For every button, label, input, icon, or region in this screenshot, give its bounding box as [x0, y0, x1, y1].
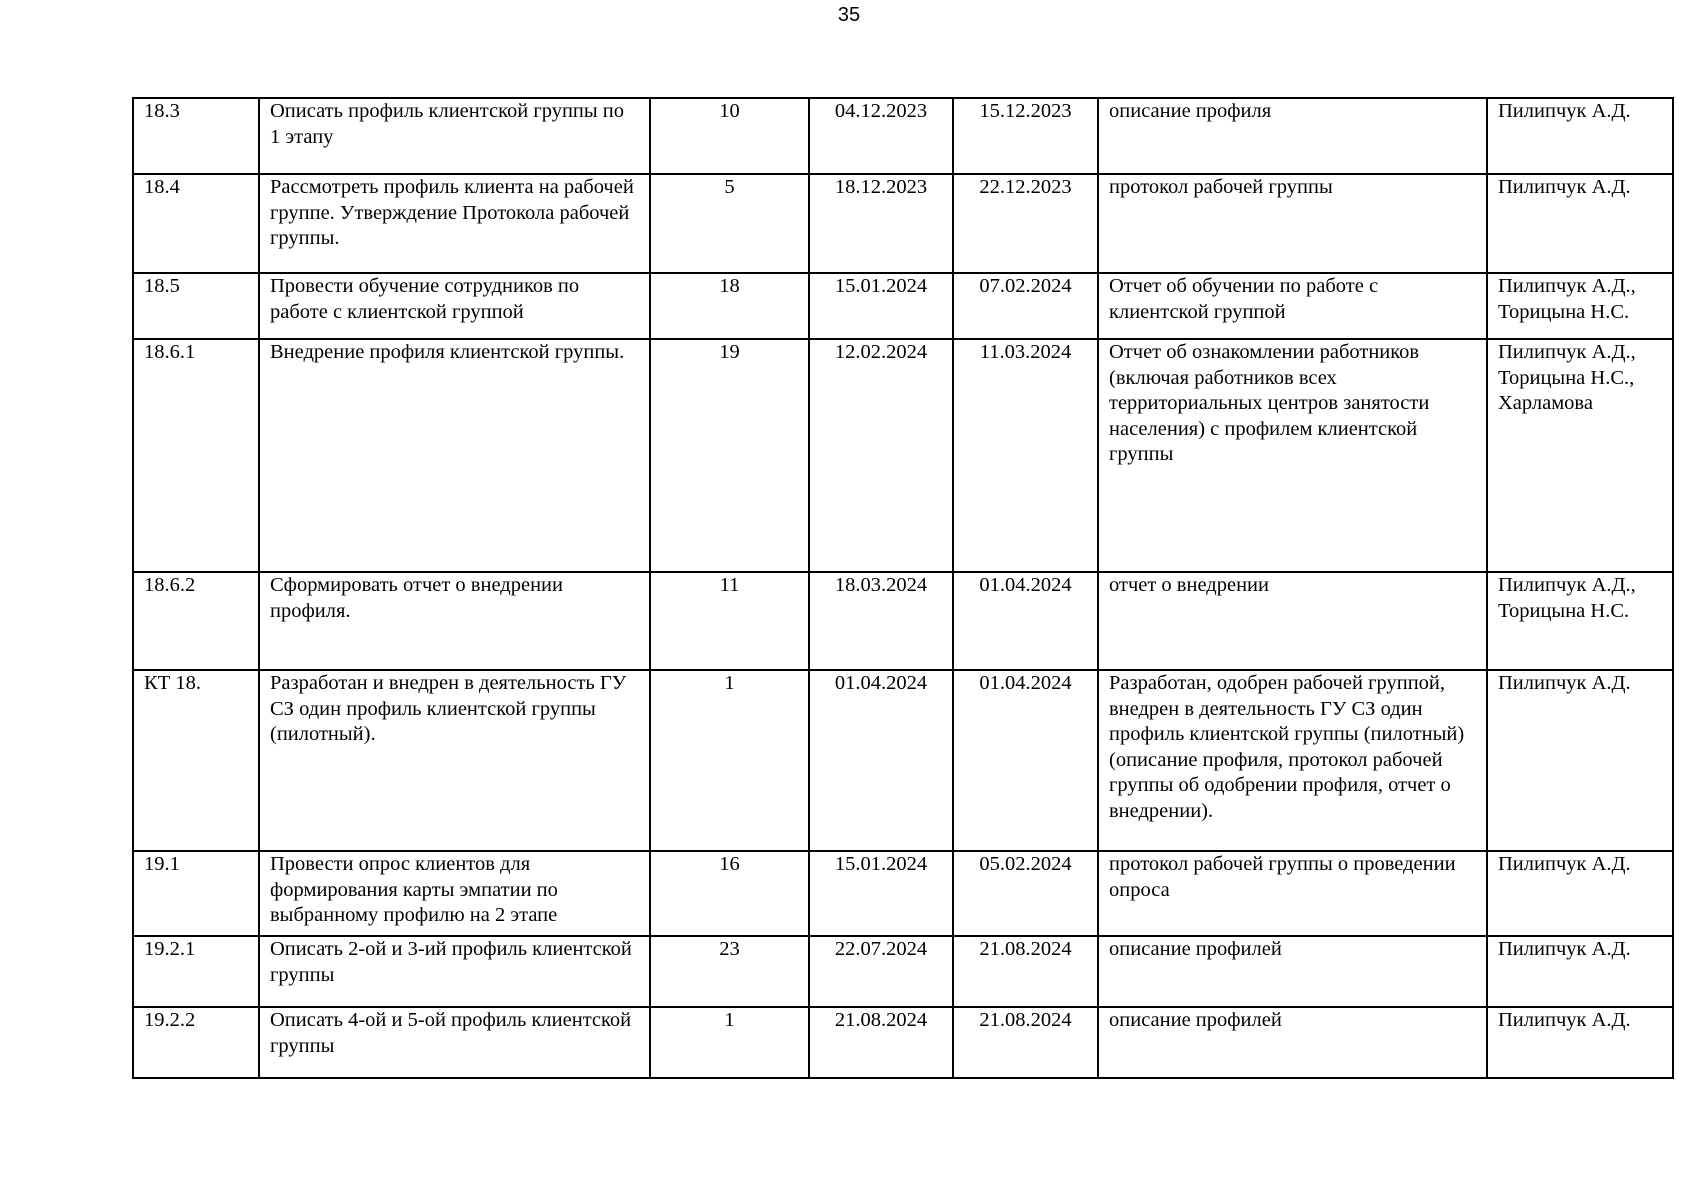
end-date-cell: 22.12.2023: [953, 174, 1098, 273]
result-cell: протокол рабочей группы: [1098, 174, 1487, 273]
duration-cell: 5: [650, 174, 809, 273]
responsible-cell: Пилипчук А.Д.: [1487, 670, 1673, 851]
end-date-cell: 11.03.2024: [953, 339, 1098, 572]
table-row: [133, 174, 1673, 273]
start-date-cell: 18.12.2023: [809, 174, 953, 273]
end-date-cell: 15.12.2023: [953, 98, 1098, 174]
table-row: [133, 670, 1673, 851]
row-number: 19.1: [133, 851, 259, 936]
responsible-cell: Пилипчук А.Д.: [1487, 1007, 1673, 1078]
duration-cell: 1: [650, 670, 809, 851]
task-cell: Провести опрос клиентов для формирования карты эмпатии по выбранному профилю на 2 этапе: [259, 851, 650, 936]
table-row: [133, 339, 1673, 572]
task-cell: Описать 4-ой и 5-ой профиль клиентской группы: [259, 1007, 650, 1078]
end-date-cell: 05.02.2024: [953, 851, 1098, 936]
task-cell: Внедрение профиля клиентской группы.: [259, 339, 650, 572]
result-cell: Отчет об ознакомлении работников (включая работников всех территориальных центров занятости населения) с профилем клиентской группы: [1098, 339, 1487, 572]
responsible-cell: Пилипчук А.Д.: [1487, 851, 1673, 936]
duration-cell: 19: [650, 339, 809, 572]
duration-cell: 10: [650, 98, 809, 174]
task-cell: Рассмотреть профиль клиента на рабочей группе. Утверждение Протокола рабочей группы.: [259, 174, 650, 273]
start-date-cell: 15.01.2024: [809, 273, 953, 339]
row-number: 18.3: [133, 98, 259, 174]
start-date-cell: 12.02.2024: [809, 339, 953, 572]
responsible-cell: Пилипчук А.Д.: [1487, 174, 1673, 273]
task-cell: Провести обучение сотрудников по работе с клиентской группой: [259, 273, 650, 339]
end-date-cell: 07.02.2024: [953, 273, 1098, 339]
row-number: 18.6.1: [133, 339, 259, 572]
responsible-cell: Пилипчук А.Д.: [1487, 936, 1673, 1007]
result-cell: протокол рабочей группы о проведении опроса: [1098, 851, 1487, 936]
row-number: 18.4: [133, 174, 259, 273]
end-date-cell: 01.04.2024: [953, 572, 1098, 670]
row-number: 19.2.2: [133, 1007, 259, 1078]
start-date-cell: 01.04.2024: [809, 670, 953, 851]
start-date-cell: 21.08.2024: [809, 1007, 953, 1078]
end-date-cell: 21.08.2024: [953, 936, 1098, 1007]
responsible-cell: Пилипчук А.Д., Торицына Н.С.: [1487, 273, 1673, 339]
row-number: 18.5: [133, 273, 259, 339]
result-cell: Разработан, одобрен рабочей группой, внедрен в деятельность ГУ СЗ один профиль клиентской группы (пилотный) (описание профиля, протокол рабочей группы об одобрении профиля, отчет о внедрении).: [1098, 670, 1487, 851]
start-date-cell: 18.03.2024: [809, 572, 953, 670]
result-cell: Отчет об обучении по работе с клиентской группой: [1098, 273, 1487, 339]
plan-table: [132, 97, 1674, 1079]
task-cell: Разработан и внедрен в деятельность ГУ СЗ один профиль клиентской группы (пилотный).: [259, 670, 650, 851]
responsible-cell: Пилипчук А.Д., Торицына Н.С., Харламова: [1487, 339, 1673, 572]
result-cell: отчет о внедрении: [1098, 572, 1487, 670]
result-cell: описание профиля: [1098, 98, 1487, 174]
row-number: 18.6.2: [133, 572, 259, 670]
table-row: [133, 851, 1673, 936]
responsible-cell: Пилипчук А.Д., Торицына Н.С.: [1487, 572, 1673, 670]
task-cell: Описать 2-ой и 3-ий профиль клиентской группы: [259, 936, 650, 1007]
duration-cell: 23: [650, 936, 809, 1007]
duration-cell: 18: [650, 273, 809, 339]
page-number: 35: [837, 4, 861, 26]
result-cell: описание профилей: [1098, 936, 1487, 1007]
table-row: [133, 273, 1673, 339]
end-date-cell: 01.04.2024: [953, 670, 1098, 851]
start-date-cell: 04.12.2023: [809, 98, 953, 174]
responsible-cell: Пилипчук А.Д.: [1487, 98, 1673, 174]
result-cell: описание профилей: [1098, 1007, 1487, 1078]
end-date-cell: 21.08.2024: [953, 1007, 1098, 1078]
row-number: 19.2.1: [133, 936, 259, 1007]
table-row: [133, 1007, 1673, 1078]
duration-cell: 1: [650, 1007, 809, 1078]
table-row: [133, 572, 1673, 670]
table-row: [133, 98, 1673, 174]
duration-cell: 11: [650, 572, 809, 670]
table-row: [133, 936, 1673, 1007]
task-cell: Описать профиль клиентской группы по 1 этапу: [259, 98, 650, 174]
start-date-cell: 15.01.2024: [809, 851, 953, 936]
duration-cell: 16: [650, 851, 809, 936]
row-number: КТ 18.: [133, 670, 259, 851]
start-date-cell: 22.07.2024: [809, 936, 953, 1007]
task-cell: Сформировать отчет о внедрении профиля.: [259, 572, 650, 670]
